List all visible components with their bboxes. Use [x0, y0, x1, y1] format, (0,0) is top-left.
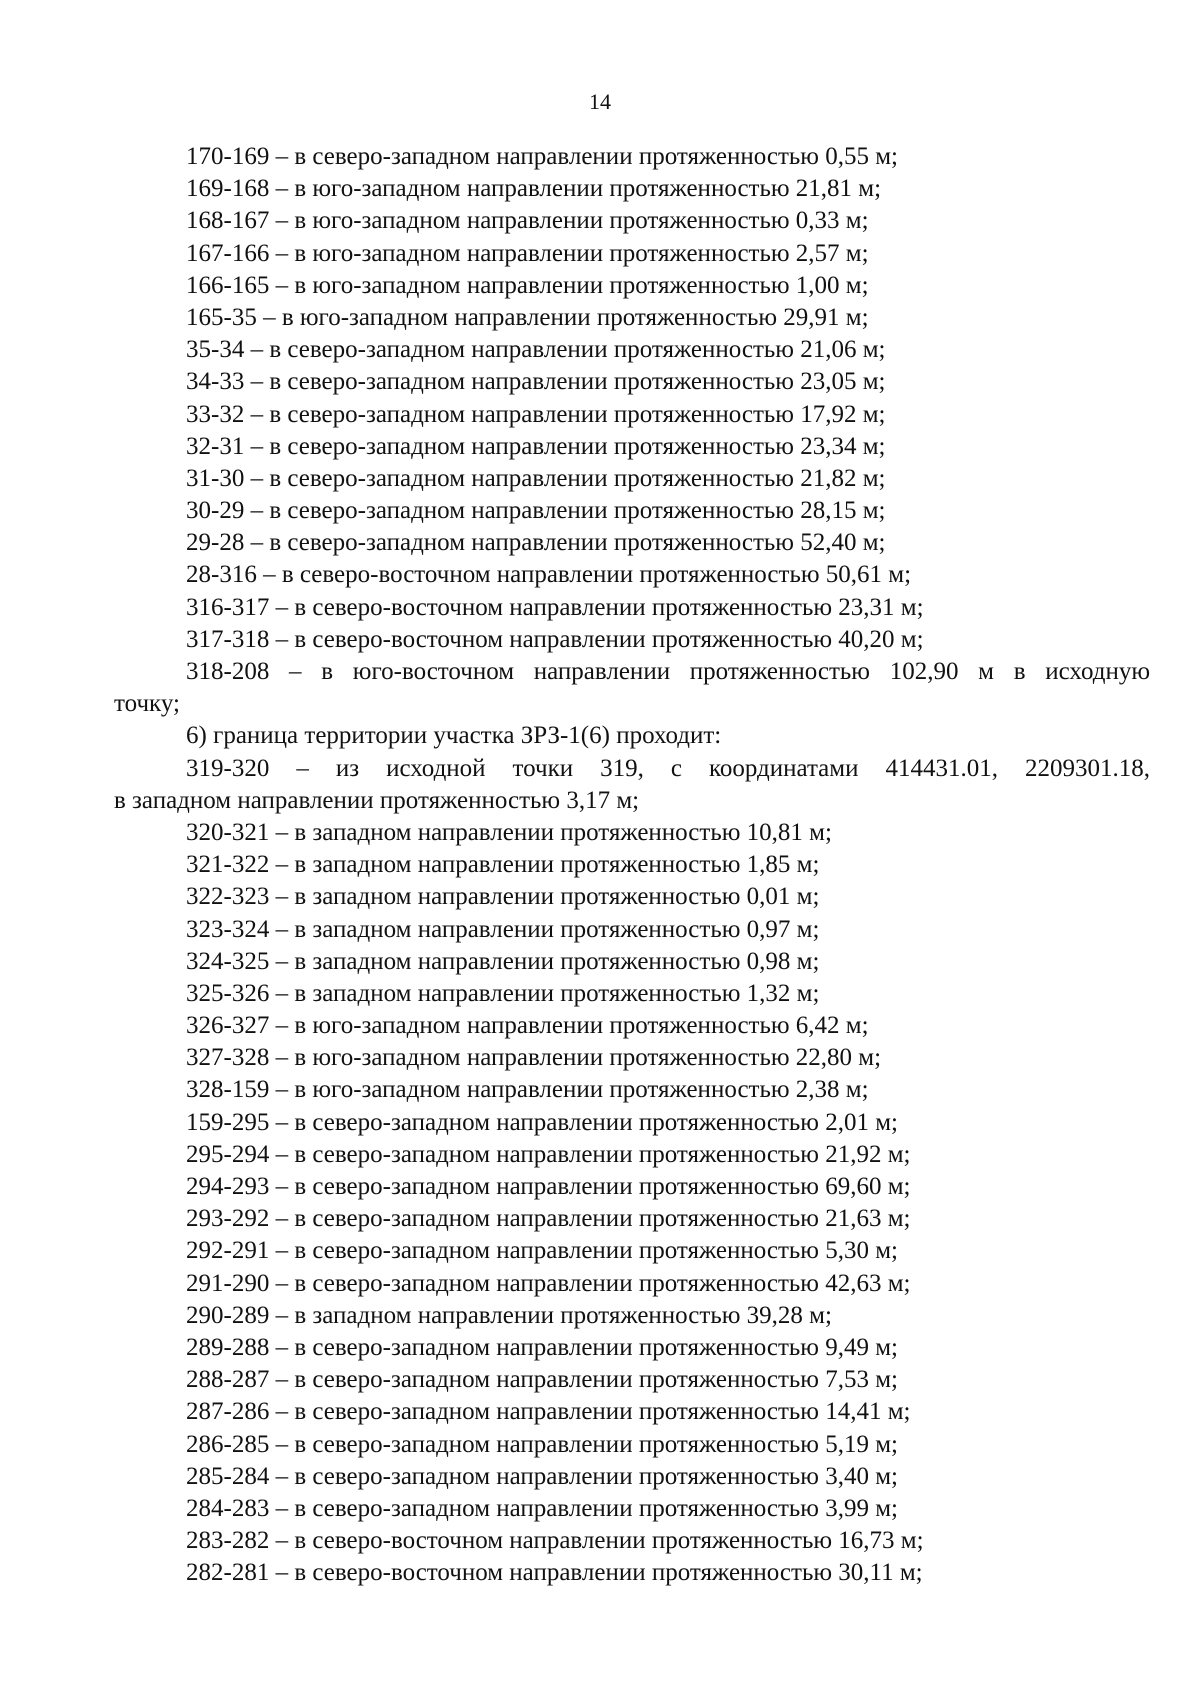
text-line: 159-295 – в северо-западном направлении протяженностью 2,01 м;: [186, 1108, 898, 1136]
text-line: точку;: [114, 690, 180, 718]
text-line: 316-317 – в северо-восточном направлении протяженностью 23,31 м;: [186, 593, 924, 621]
text-line: 29-28 – в северо-западном направлении протяженностью 52,40 м;: [186, 529, 886, 557]
text-line: 169-168 – в юго-западном направлении протяженностью 21,81 м;: [186, 175, 882, 203]
text-line: 28-316 – в северо-восточном направлении протяженностью 50,61 м;: [186, 561, 912, 589]
text-line: 166-165 – в юго-западном направлении протяженностью 1,00 м;: [186, 271, 869, 299]
text-line: 319-320 – из исходной точки 319, с координатами 414431.01, 2209301.18,: [186, 754, 1150, 782]
text-line: 168-167 – в юго-западном направлении протяженностью 0,33 м;: [186, 207, 869, 235]
text-line: 290-289 – в западном направлении протяженностью 39,28 м;: [186, 1301, 832, 1329]
text-line: 284-283 – в северо-западном направлении протяженностью 3,99 м;: [186, 1494, 898, 1522]
text-line: 317-318 – в северо-восточном направлении протяженностью 40,20 м;: [186, 625, 924, 653]
text-line: 283-282 – в северо-восточном направлении протяженностью 16,73 м;: [186, 1527, 924, 1555]
text-line: 322-323 – в западном направлении протяженностью 0,01 м;: [186, 883, 820, 911]
text-line: 34-33 – в северо-западном направлении протяженностью 23,05 м;: [186, 368, 886, 396]
text-line: 289-288 – в северо-западном направлении протяженностью 9,49 м;: [186, 1333, 898, 1361]
text-line: 6) граница территории участка ЗРЗ-1(6) проходит:: [186, 722, 722, 750]
text-line: 325-326 – в западном направлении протяженностью 1,32 м;: [186, 979, 820, 1007]
document-body: [114, 141, 1150, 1589]
text-line: 30-29 – в северо-западном направлении протяженностью 28,15 м;: [186, 497, 886, 525]
text-line: 32-31 – в северо-западном направлении протяженностью 23,34 м;: [186, 432, 886, 460]
text-line: 167-166 – в юго-западном направлении протяженностью 2,57 м;: [186, 239, 869, 267]
text-line: в западном направлении протяженностью 3,17 м;: [114, 786, 640, 814]
text-line: 295-294 – в северо-западном направлении протяженностью 21,92 м;: [186, 1140, 911, 1168]
text-line: 291-290 – в северо-западном направлении протяженностью 42,63 м;: [186, 1269, 911, 1297]
text-line: 294-293 – в северо-западном направлении протяженностью 69,60 м;: [186, 1173, 911, 1200]
text-line: 288-287 – в северо-западном направлении протяженностью 7,53 м;: [186, 1366, 898, 1394]
text-line: 328-159 – в юго-западном направлении протяженностью 2,38 м;: [186, 1076, 869, 1104]
text-line: 323-324 – в западном направлении протяженностью 0,97 м;: [186, 915, 820, 943]
text-line: 321-322 – в западном направлении протяженностью 1,85 м;: [186, 851, 820, 879]
text-line: 33-32 – в северо-западном направлении протяженностью 17,92 м;: [186, 400, 886, 428]
text-line: 326-327 – в юго-западном направлении протяженностью 6,42 м;: [186, 1012, 869, 1040]
text-line: 31-30 – в северо-западном направлении протяженностью 21,82 м;: [186, 464, 886, 492]
text-line: 324-325 – в западном направлении протяженностью 0,98 м;: [186, 947, 820, 975]
text-line: 282-281 – в северо-восточном направлении протяженностью 30,11 м;: [186, 1559, 923, 1587]
text-line: 170-169 – в северо-западном направлении протяженностью 0,55 м;: [186, 143, 898, 170]
text-line: 35-34 – в северо-западном направлении протяженностью 21,06 м;: [186, 336, 886, 364]
text-line: 327-328 – в юго-западном направлении протяженностью 22,80 м;: [186, 1044, 882, 1072]
page-number: 14: [589, 89, 611, 114]
text-line: 286-285 – в северо-западном направлении протяженностью 5,19 м;: [186, 1430, 898, 1458]
text-line: 165-35 – в юго-западном направлении протяженностью 29,91 м;: [186, 303, 869, 331]
text-line: 318-208 – в юго-восточном направлении протяженностью 102,90 м в исходную: [186, 658, 1150, 685]
text-line: 320-321 – в западном направлении протяженностью 10,81 м;: [186, 818, 832, 846]
text-line: 293-292 – в северо-западном направлении протяженностью 21,63 м;: [186, 1205, 911, 1233]
text-line: 287-286 – в северо-западном направлении протяженностью 14,41 м;: [186, 1398, 911, 1426]
text-line: 285-284 – в северо-западном направлении протяженностью 3,40 м;: [186, 1462, 898, 1490]
text-line: 292-291 – в северо-западном направлении протяженностью 5,30 м;: [186, 1237, 898, 1265]
